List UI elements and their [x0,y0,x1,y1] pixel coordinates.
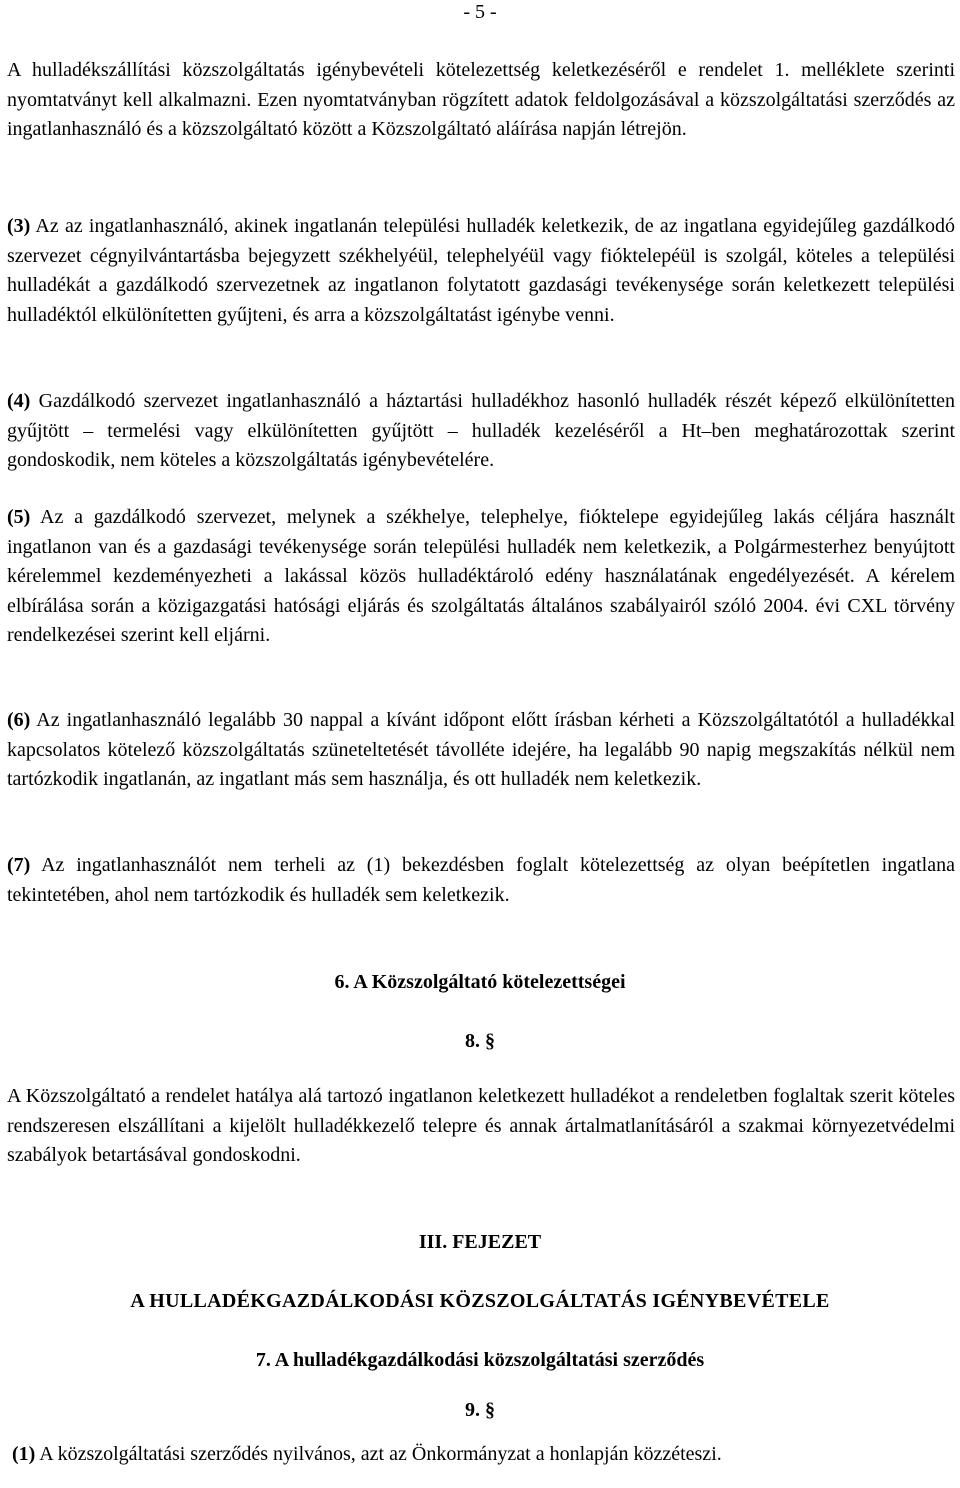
paragraph-5-number: (5) [7,506,31,528]
paragraph-6 [7,706,955,795]
paragraph-number-8 [0,1027,960,1055]
paragraph-7-number: (7) [7,854,31,876]
paragraph-6-text: Az ingatlanhasználó legalább 30 nappal a kívánt időpont előtt írásban kérheti a Közszolgáltatótól a hulladékkal kapcsolatos kötelező közszolgáltatás szüneteltetését távolléte idejére, ha legalább 90 napig megszakítás nélkül nem tartózkodik ingatlanán, az ingatlant más sem használja, és ott hulladék nem keletkezik. [7,709,955,791]
paragraph-7 [7,851,955,910]
paragraph-5-text: Az a gazdálkodó szervezet, melynek a székhelye, telephelye, fióktelepe egyidejűleg lakás céljára használt ingatlanon van és a gazdasági tevékenysége során települési hulladék nem keletkezik, a Polgármesterhez benyújtott kérelemmel kezdeményezheti a lakással közös hulladéktároló edény használatának engedélyezését. A kérelem elbírálása során a közigazgatási hatósági eljárás és szolgáltatás általános szabályairól szóló 2004. évi CXL törvény rendelkezései szerint kell eljárni. [7,506,955,647]
paragraph-9-1 [12,1440,952,1470]
paragraph-4 [7,387,955,476]
paragraph-9-1-text: A közszolgáltatási szerződés nyilvános, azt az Önkormányzat a honlapján közzéteszi. [35,1443,722,1465]
paragraph-4-text: Gazdálkodó szervezet ingatlanhasználó a háztartási hulladékhoz hasonló hulladék részét képező elkülönítetten gyűjtött – termelési vagy elkülönítetten gyűjtött – hulladék kezeléséről a Ht–ben meghatározottak szerint gondoskodik, nem köteles a közszolgáltatás igénybevételére. [7,390,955,472]
chapter-title: A HULLADÉKGAZDÁLKODÁSI KÖZSZOLGÁLTATÁS IGÉNYBEVÉTELE [130,1290,830,1312]
paragraph-3 [7,212,955,330]
paragraph-4-number: (4) [7,390,31,412]
section-symbol: § [485,1030,495,1052]
paragraph-number-9 [0,1396,960,1424]
paragraph-8-body: A Közszolgáltató a rendelet hatálya alá tartozó ingatlanon keletkezett hulladékot a rendeletben foglaltak szerit köteles rendszeresen elszállítani a kijelölt hulladékkezelő telepre és annak ártalmatlanításáról a szakmai környezetvédelmi szabályok betartásával gondoskodni. [7,1085,955,1167]
paragraph-9-label: 9. [465,1399,480,1421]
paragraph-3-number: (3) [7,215,31,237]
paragraph-8-label: 8. [465,1030,480,1052]
paragraph-3-text: Az az ingatlanhasználó, akinek ingatlanán települési hulladék keletkezik, de az ingatlana egyidejűleg gazdálkodó szervezet cégnyilvántartásba bejegyzett székhelyéül, telephelyéül vagy fióktelepéül is szolgál, köteles a települési hulladékát a gazdálkodó szervezetnek az ingatlanon folytatott gazdasági tevékenysége során keletkezett települési hulladéktól elkülönítetten gyűjteni, és arra a közszolgáltatást igénybe venni. [7,215,955,326]
paragraph-7-text: Az ingatlanhasználót nem terheli az (1) bekezdésben foglalt kötelezettség az olyan beépítetlen ingatlana tekintetében, ahol nem tartózkodik és hulladék sem keletkezik. [7,854,955,906]
paragraph-5 [7,503,955,651]
chapter-label: III. FEJEZET [418,1231,542,1253]
section-heading-7: 7. A hulladékgazdálkodási közszolgáltatási szerződés [255,1349,705,1371]
section-symbol: § [485,1399,495,1421]
section-heading-6: 6. A Közszolgáltató kötelezettségei [334,971,626,993]
paragraph-6-number: (6) [7,709,31,731]
intro-paragraph: A hulladékszállítási közszolgáltatás igénybevételi kötelezettség keletkezéséről e rendelet 1. melléklete szerinti nyomtatványt kell alkalmazni. Ezen nyomtatványban rögzített adatok feldolgozásával a közszolgáltatási szerződés az ingatlanhasználó és a közszolgáltató között a Közszolgáltató aláírása napján létrejön. [7,59,955,141]
page-number: - 5 - [463,1,497,23]
paragraph-9-1-number: (1) [12,1443,36,1465]
